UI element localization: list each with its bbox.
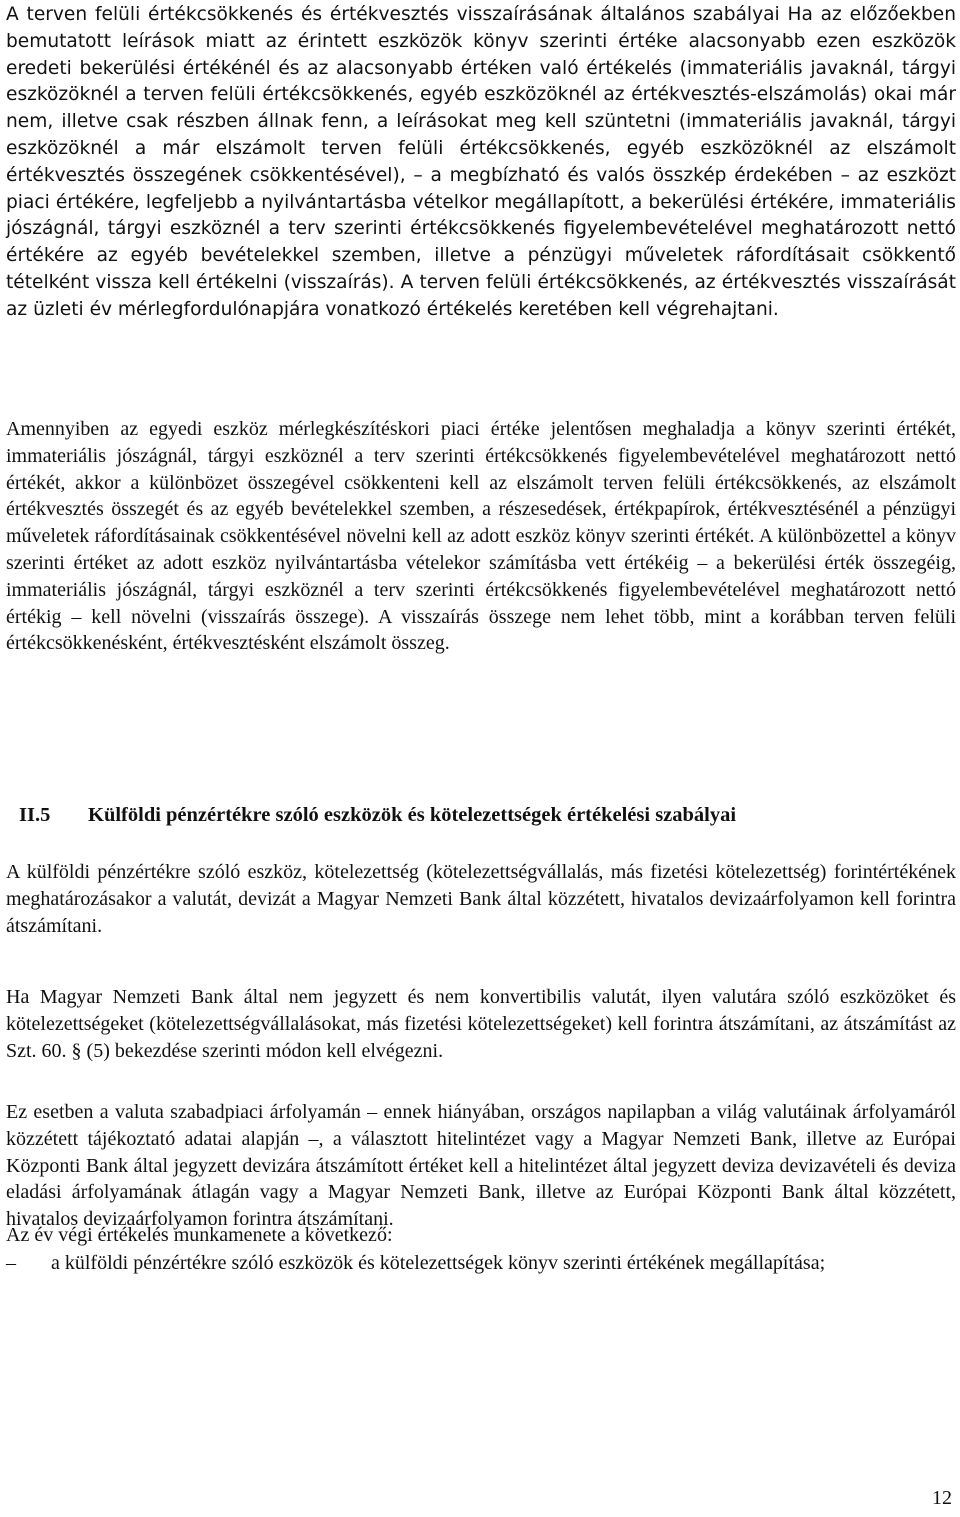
paragraph-writeback-rules: A terven felüli értékcsökkenés és értékvesztés visszaírásának általános szabályai Ha az előzőekben bemutatott leírások miatt az érintett eszközök könyv szerinti értéke alacsonyabb ezen eszközök eredeti bekerülési értékénél és az alacsonyabb értéken való értékelés (immateriális javaknál, tárgyi eszközöknél a terven felüli értékcsökkenés, egyéb eszközöknél az értékvesztés-elszámolás) okai már nem, illetve csak részben állnak fenn, a leírásokat meg kell szüntetni (immateriális javaknál, tárgyi eszközöknél a már elszámolt terven felüli értékcsökkenés, egyéb eszközöknél az elszámolt értékvesztés összegének csökkentésével), – a megbízható és valós összkép érdekében – az eszközt piaci értékére, legfeljebb a nyilvántartásba vételkor megállapított, a bekerülési értékére, immateriális jószágnál, tárgyi eszköznél a terv szerinti értékcsökkenés figyelembevételével meghatározott nettó értékére az egyéb bevételekkel szemben, illetve a pénzügyi műveletek ráfordításait csökkentő tételként vissza kell értékelni (visszaírás). A terven felüli értékcsökkenés, az értékvesztés visszaírását az üzleti év mérlegfordulónapjára vonatkozó értékelés keretében kell végrehajtani. [6,4,956,320]
section-number: II.5 [19,804,51,826]
paragraph-market-value: Amennyiben az egyedi eszköz mérlegkészítéskori piaci értéke jelentősen meghaladja a könyv szerinti értékét, immateriális jószágnál, tárgyi eszköznél a terv szerinti értékcsökkenés figyelembevételével meghatározott nettó értékét, akkor a különbözet összegével csökkenteni kell az elszámolt terven felüli értékcsökkenés, az elszámolt értékvesztés összegét és az egyéb bevételekkel szemben, a részesedések, értékpapírok, értékvesztésénél a pénzügyi műveletek ráfordításainak csökkentésével növelni kell az adott eszköz könyv szerinti értékét. A különbözettel a könyv szerinti értéket az adott eszköz nyilvántartásba vételekor számításba vett értékéig – a bekerülési érték összegéig, immateriális jószágnál, tárgyi eszköznél a terv szerinti értékcsökkenés figyelembevételével meghatározott nettó értékig – kell növelni (visszaírás összege). A visszaírás összege nem lehet több, mint a korábban terven felüli értékcsökkenésként, értékvesztésként elszámolt összeg. [6,418,956,655]
section-title: Külföldi pénzértékre szóló eszközök és kötelezettségek értékelési szabályai [88,804,737,826]
list-item-text: a külföldi pénzértékre szóló eszközök és kötelezettségek könyv szerinti értékének megállapítása; [51,1252,826,1274]
list-item [6,1249,956,1278]
paragraph-exchange-rate: Ez esetben a valuta szabadpiaci árfolyamán – ennek hiányában, országos napilapban a világ valutáinak árfolyamáról közzétett tájékoztató adatai alapján –, a választott hitelintézet vagy a Magyar Nemzeti Bank, illetve az Európai Központi Bank által jegyzett devizára átszámított értéket kell a hitelintézet által jegyzett deviza devizavételi és deviza eladási árfolyamának átlagán vagy a Magyar Nemzeti Bank, illetve az Európai Központi Bank által közzétett, hivatalos devizaárfolyamon forintra átszámítani. [6,1101,956,1231]
page-number: 12 [932,1487,952,1509]
paragraph-foreign-currency: A külföldi pénzértékre szóló eszköz, kötelezettség (kötelezettségvállalás, más fizetési kötelezettség) forintértékének meghatározásakor a valutát, devizát a Magyar Nemzeti Bank által közzétett, hivatalos devizaárfolyamon kell forintra átszámítani. [6,861,956,937]
paragraph-non-convertible: Ha Magyar Nemzeti Bank által nem jegyzett és nem konvertibilis valutát, ilyen valutára szóló eszközöket és kötelezettségeket (kötelezettségvállalásokat, más fizetési kötelezettségeket) kell forintra átszámítani, az átszámítást az Szt. 60. § (5) bekezdése szerinti módon kell elvégezni. [6,986,956,1062]
section-heading [6,802,956,828]
paragraph-year-end-intro: Az év végi értékelés munkamenete a következő: [6,1224,393,1246]
year-end-steps-list [6,1249,956,1278]
list-dash: – [6,1252,16,1274]
